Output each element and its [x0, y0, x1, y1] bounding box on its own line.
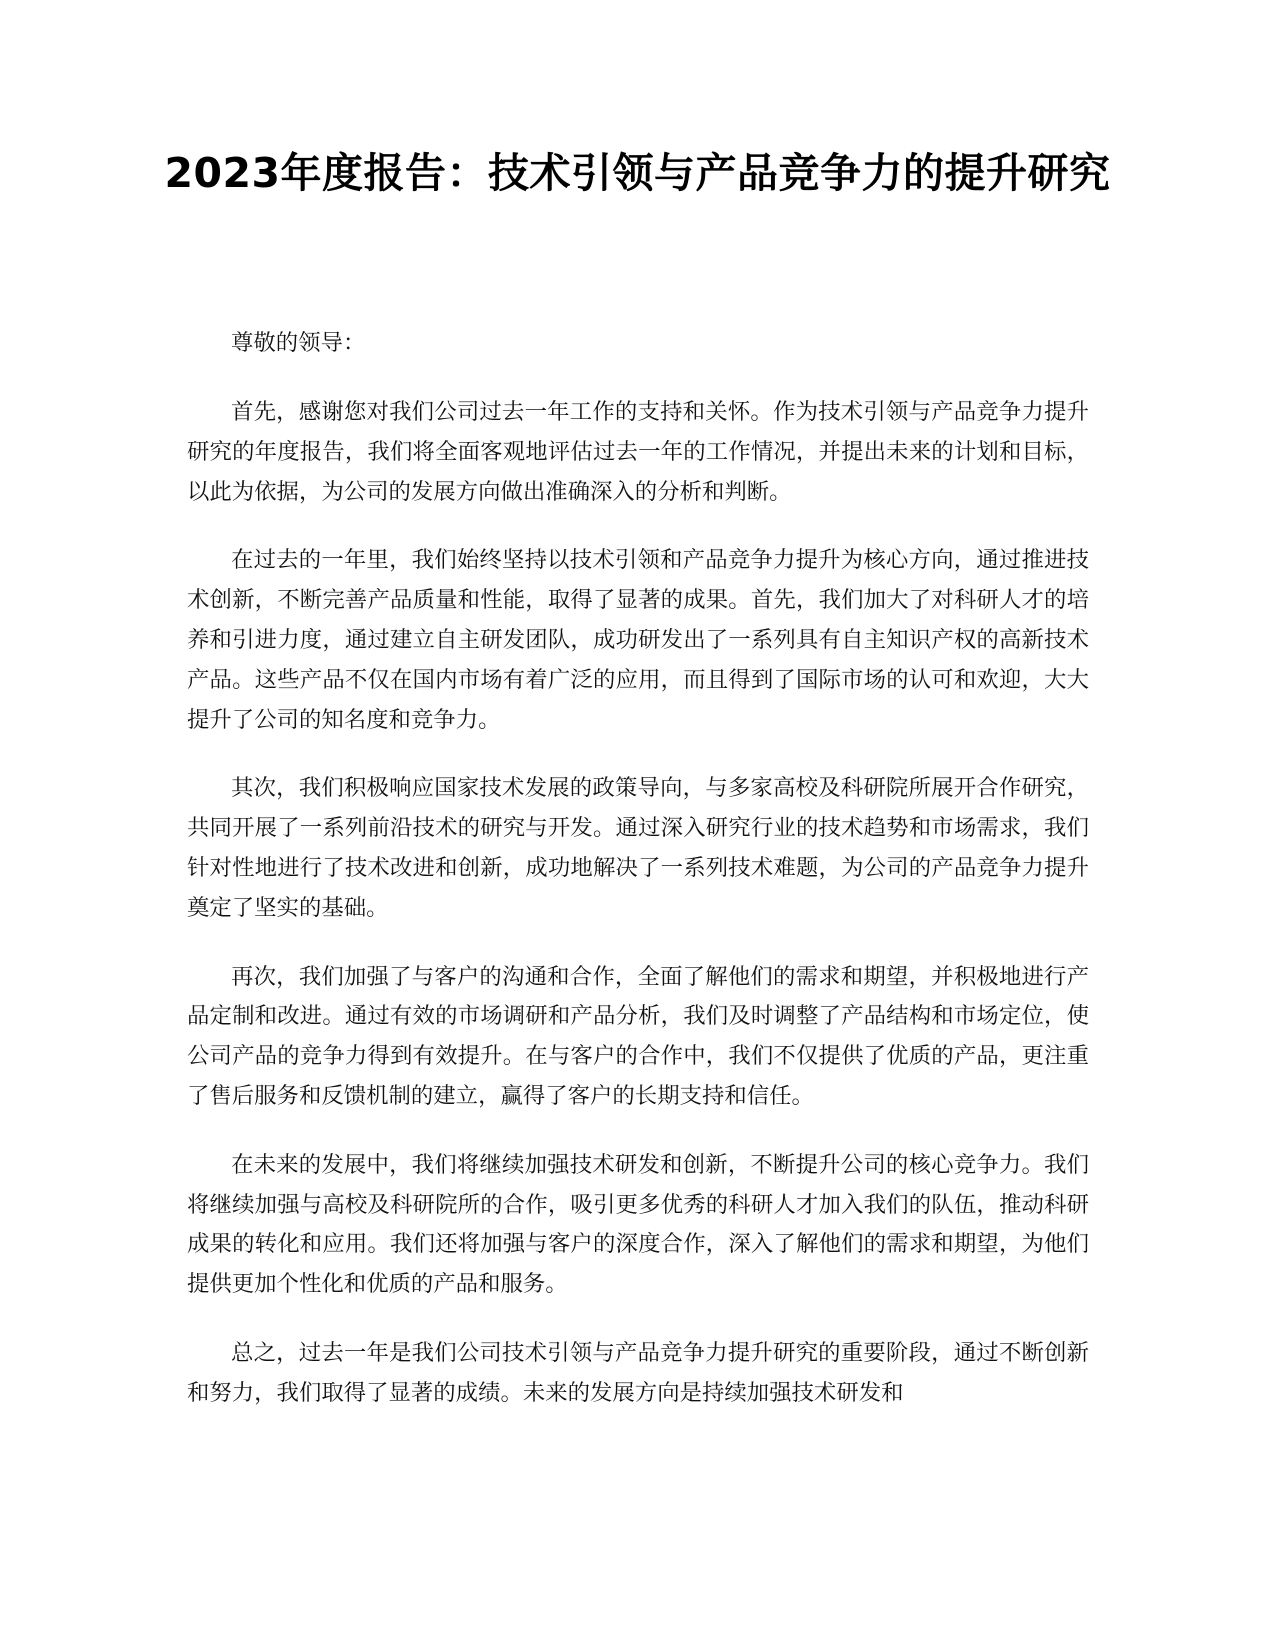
paragraph-3: 其次，我们积极响应国家技术发展的政策导向，与多家高校及科研院所展开合作研究，共同开展了一系列前沿技术的研究与开发。通过深入研究行业的技术趋势和市场需求，我们针对性地进行了技术改进和创新，成功地解决了一系列技术难题，为公司的产品竞争力提升奠定了坚实的基础。: [187, 775, 1089, 921]
paragraph-2: 在过去的一年里，我们始终坚持以技术引领和产品竞争力提升为核心方向，通过推进技术创新，不断完善产品质量和性能，取得了显著的成果。首先，我们加大了对科研人才的培养和引进力度，通过建立自主研发团队，成功研发出了一系列具有自主知识产权的高新技术产品。这些产品不仅在国内市场有着广泛的应用，而且得到了国际市场的认可和欢迎，大大提升了公司的知名度和竞争力。: [187, 547, 1089, 733]
document-title: 2023年度报告：技术引领与产品竞争力的提升研究: [164, 149, 1111, 197]
document-body: [187, 323, 1089, 1443]
paragraph-1: 首先，感谢您对我们公司过去一年工作的支持和关怀。作为技术引领与产品竞争力提升研究的年度报告，我们将全面客观地评估过去一年的工作情况，并提出未来的计划和目标，以此为依据，为公司的发展方向做出准确深入的分析和判断。: [187, 399, 1089, 505]
paragraph-4: 再次，我们加强了与客户的沟通和合作，全面了解他们的需求和期望，并积极地进行产品定制和改进。通过有效的市场调研和产品分析，我们及时调整了产品结构和市场定位，使公司产品的竞争力得到有效提升。在与客户的合作中，我们不仅提供了优质的产品，更注重了售后服务和反馈机制的建立，赢得了客户的长期支持和信任。: [187, 963, 1089, 1109]
paragraph-5: 在未来的发展中，我们将继续加强技术研发和创新，不断提升公司的核心竞争力。我们将继续加强与高校及科研院所的合作，吸引更多优秀的科研人才加入我们的队伍，推动科研成果的转化和应用。我们还将加强与客户的深度合作，深入了解他们的需求和期望，为他们提供更加个性化和优质的产品和服务。: [187, 1151, 1089, 1298]
paragraph-6: 总之，过去一年是我们公司技术引领与产品竞争力提升研究的重要阶段，通过不断创新和努力，我们取得了显著的成绩。未来的发展方向是持续加强技术研发和: [187, 1339, 1089, 1406]
greeting: 尊敬的领导：: [231, 330, 366, 356]
